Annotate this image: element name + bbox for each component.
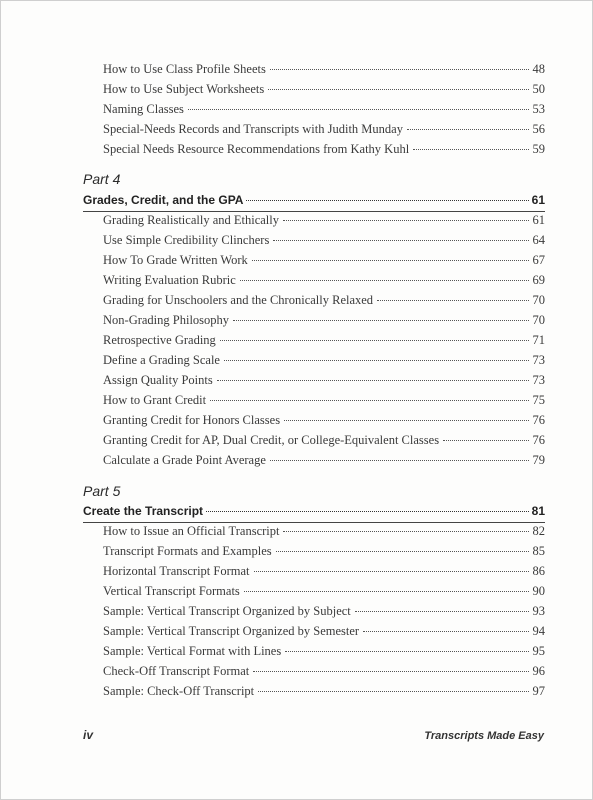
toc-entry-title: Define a Grading Scale [103,353,220,367]
toc-entry-title: Sample: Vertical Transcript Organized by Semester [103,624,360,638]
toc-entry-title: Non-Grading Philosophy [103,313,230,327]
toc-entry [103,544,545,564]
toc-entry-title: Horizontal Transcript Format [103,564,250,578]
toc-entry-page: 96 [532,664,545,678]
toc-entry-title: Assign Quality Points [103,373,213,387]
toc-entry [103,313,545,333]
chapter-page: 61 [531,193,545,207]
toc-entry [103,293,545,313]
dot-leader [252,259,529,261]
dot-leader [283,219,529,221]
toc-entry [103,82,545,102]
toc-entry [103,102,545,122]
dot-leader [268,88,528,90]
toc-entry-title: Granting Credit for Honors Classes [103,413,281,427]
dot-leader [355,610,529,612]
toc-entry-page: 95 [532,644,545,658]
toc-entry [103,353,545,373]
toc-entry-title: Transcript Formats and Examples [103,544,272,558]
dot-leader [285,650,528,652]
part-label: Part 4 [83,171,121,187]
toc-entry [103,524,545,544]
toc-entry-page: 59 [532,142,545,156]
toc-entry [103,413,545,433]
dot-leader [407,128,529,130]
part-label: Part 5 [83,483,121,499]
toc-entry-title: Check-Off Transcript Format [103,664,250,678]
chapter-title: Grades, Credit, and the GPA [83,193,244,207]
chapter-page: 81 [531,504,545,518]
dot-leader [206,510,529,512]
toc-entry [103,122,545,142]
toc-entry-title: Calculate a Grade Point Average [103,453,266,467]
toc-entry-page: 85 [532,544,545,558]
dot-leader [363,630,528,632]
toc-entry [103,62,545,82]
toc-entry-page: 97 [532,684,545,698]
toc-entry-title: How to Use Subject Worksheets [103,82,265,96]
toc-entry [103,584,545,604]
toc-entry-title: How to Issue an Official Transcript [103,524,280,538]
toc-entry [103,142,545,162]
toc-entry-page: 53 [532,102,545,116]
toc-entry [103,333,545,353]
toc-entry-page: 93 [532,604,545,618]
toc-entry-page: 76 [532,413,545,427]
dot-leader [283,530,528,532]
dot-leader [217,379,529,381]
dot-leader [188,108,529,110]
toc-entry-page: 76 [532,433,545,447]
toc-entry-page: 90 [532,584,545,598]
dot-leader [233,319,528,321]
toc-entry-page: 56 [532,122,545,136]
toc-entry-page: 48 [532,62,545,76]
dot-leader [244,590,529,592]
toc-entry-page: 70 [532,293,545,307]
toc-entry [103,253,545,273]
toc-entry-page: 61 [532,213,545,227]
toc-entry-page: 70 [532,313,545,327]
dot-leader [240,279,529,281]
toc-entry-title: Special-Needs Records and Transcripts with Judith Munday [103,122,403,136]
toc-entry-page: 71 [532,333,545,347]
toc-entry-title: Granting Credit for AP, Dual Credit, or College-Equivalent Classes [103,433,440,447]
toc-entry-page: 73 [532,373,545,387]
toc-entry-title: Naming Classes [103,102,184,116]
toc-entry [103,233,545,253]
toc-entry [103,624,545,644]
toc-entry [103,604,545,624]
toc-entry-title: Retrospective Grading [103,333,216,347]
dot-leader [270,459,529,461]
dot-leader [377,299,528,301]
running-footer-title: Transcripts Made Easy [424,730,544,742]
toc-entry [103,213,545,233]
dot-leader [246,199,528,201]
dot-leader [220,339,529,341]
toc-entry-title: Grading Realistically and Ethically [103,213,279,227]
toc-entry [103,273,545,293]
toc-entry-title: Sample: Vertical Transcript Organized by Subject [103,604,351,618]
toc-entry [103,453,545,473]
toc-entry-page: 86 [532,564,545,578]
toc-entry [103,564,545,584]
dot-leader [254,570,529,572]
dot-leader [270,68,529,70]
chapter-heading [83,193,545,212]
dot-leader [258,690,528,692]
toc-entry [103,644,545,664]
toc-entry [103,373,545,393]
toc-entry-page: 73 [532,353,545,367]
dot-leader [210,399,528,401]
toc-entry-title: Use Simple Credibility Clinchers [103,233,270,247]
toc-entry-title: Special Needs Resource Recommendations from Kathy Kuhl [103,142,410,156]
toc-entry [103,433,545,453]
dot-leader [413,148,528,150]
dot-leader [253,670,528,672]
toc-entry [103,684,545,704]
dot-leader [443,439,528,441]
toc-entry-title: Writing Evaluation Rubric [103,273,236,287]
toc-entry-title: Sample: Check-Off Transcript [103,684,255,698]
dot-leader [224,359,529,361]
toc-entry [103,393,545,413]
toc-entry-title: Sample: Vertical Format with Lines [103,644,282,658]
dot-leader [276,550,529,552]
toc-entry-page: 79 [532,453,545,467]
chapter-heading [83,504,545,523]
toc-entry-page: 67 [532,253,545,267]
toc-entry-page: 69 [532,273,545,287]
chapter-title: Create the Transcript [83,504,204,518]
toc-entry-page: 82 [532,524,545,538]
toc-entry [103,664,545,684]
toc-entry-page: 50 [532,82,545,96]
dot-leader [273,239,528,241]
toc-entry-title: How to Grant Credit [103,393,207,407]
dot-leader [284,419,528,421]
toc-entry-title: How To Grade Written Work [103,253,248,267]
toc-entry-page: 94 [532,624,545,638]
toc-entry-title: Vertical Transcript Formats [103,584,240,598]
toc-entry-page: 64 [532,233,545,247]
toc-entry-page: 75 [532,393,545,407]
toc-entry-title: How to Use Class Profile Sheets [103,62,266,76]
toc-entry-title: Grading for Unschoolers and the Chronically Relaxed [103,293,374,307]
folio-page-number: iv [83,728,94,742]
